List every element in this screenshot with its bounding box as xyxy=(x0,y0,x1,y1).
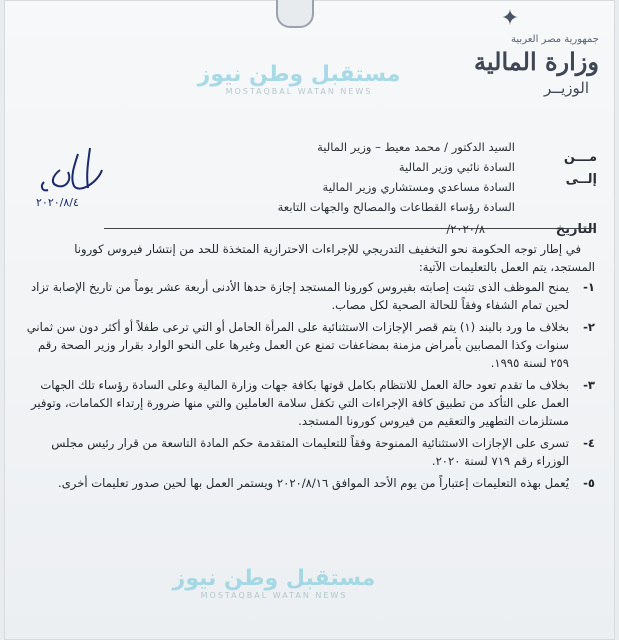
letter-body xyxy=(26,240,595,492)
watermark-bottom xyxy=(129,566,419,600)
eagle-emblem-icon: ✦ xyxy=(500,6,520,31)
item-text: يمنح الموظف الذى تثبت إصابته بفيروس كورونا المستجد إجازة حدها الأدنى أربعة عشر يوماً من تاريخ الإصابة تزاد لحين تمام الشفاء وفقاً للحالة الصحية لكل مصاب. xyxy=(31,280,569,312)
from-value: السيد الدكتور / محمد معيط – وزير المالية xyxy=(317,140,515,154)
to-label: إلــى xyxy=(565,172,597,187)
item-number: ٣- xyxy=(583,378,595,392)
to-line: السادة نائبي وزير المالية xyxy=(398,160,515,174)
document-page xyxy=(4,0,615,640)
list-item xyxy=(26,318,595,372)
list-item xyxy=(26,376,595,430)
to-line: السادة رؤساء القطاعات والمصالح والجهات التابعة xyxy=(277,200,515,214)
date-value: ٢٠٢٠/٨/ xyxy=(446,222,485,236)
date-divider xyxy=(104,228,595,229)
item-text: تسرى على الإجازات الاستثنائية الممنوحة وفقاً للتعليمات المتقدمة حكم المادة التاسعة من قرار رئيس مجلس الوزراء رقم ٧١٩ لسنة ٢٠٢٠. xyxy=(51,436,569,468)
date-label: التاريخ xyxy=(555,222,597,237)
item-number: ٢- xyxy=(583,320,595,334)
republic-name: جمهورية مصر العربية xyxy=(511,34,599,45)
item-number: ٥- xyxy=(583,476,595,490)
intro-paragraph: في إطار توجه الحكومة نحو التخفيف التدريجي للإجراءات الاحترازية المتخذة للحد من إنتشار فيروس كورونا المستجد، يتم العمل بالتعليمات الآتية: xyxy=(74,242,595,274)
signature-date: ٢٠٢٠/٨/٤ xyxy=(36,196,79,209)
item-text: يُعمل بهذه التعليمات إعتباراً من يوم الأحد الموافق ٢٠٢٠/٨/١٦ ويستمر العمل بها لحين صدور تعليمات أخرى. xyxy=(58,476,569,490)
minister-title: الوزيــر xyxy=(544,79,589,97)
watermark-english: MOSTAQBAL WATAN NEWS xyxy=(225,87,373,96)
list-item xyxy=(26,434,595,470)
letterhead xyxy=(439,34,599,97)
to-line: السادة مساعدي ومستشاري وزير المالية xyxy=(322,180,515,194)
item-text: بخلاف ما ورد بالبند (١) يتم قصر الإجازات الاستثنائية على المرأة الحامل أو التي ترعى طفلاً أو أكثر دون سن ثماني سنوات وكذا المصابين بأمراض مزمنة بمضاعفات تمنع عن العمل وغيرها على النحو الوارد بقرار وزير الصحة رقم ٢٥٩ لسنة ١٩٩٥. xyxy=(26,320,569,370)
watermark-arabic: مستقبل وطن نيوز xyxy=(197,62,401,87)
list-item xyxy=(26,278,595,314)
item-number: ١- xyxy=(583,280,595,294)
watermark-top xyxy=(154,62,444,96)
item-text: بخلاف ما تقدم تعود حالة العمل للانتظام بكامل قوتها بكافة جهات وزارة المالية وعلى السادة رؤساء تلك الجهات العمل على التأكد من تطبيق كافة الإجراءات التي تكفل سلامة العاملين والتي منها ضرورة إرتداء الكمامات، وتوفير مستلزمات التطهير والتعقيم من فيروس كورونا المستجد. xyxy=(30,378,569,428)
ministry-name: وزارة المالية xyxy=(474,47,599,76)
paper-clip xyxy=(276,0,314,28)
watermark-english: MOSTAQBAL WATAN NEWS xyxy=(200,591,348,600)
from-label: مـــن xyxy=(563,150,597,165)
watermark-arabic: مستقبل وطن نيوز xyxy=(172,566,376,591)
list-item xyxy=(26,474,595,492)
item-number: ٤- xyxy=(583,436,595,450)
handwritten-signature xyxy=(30,140,120,210)
